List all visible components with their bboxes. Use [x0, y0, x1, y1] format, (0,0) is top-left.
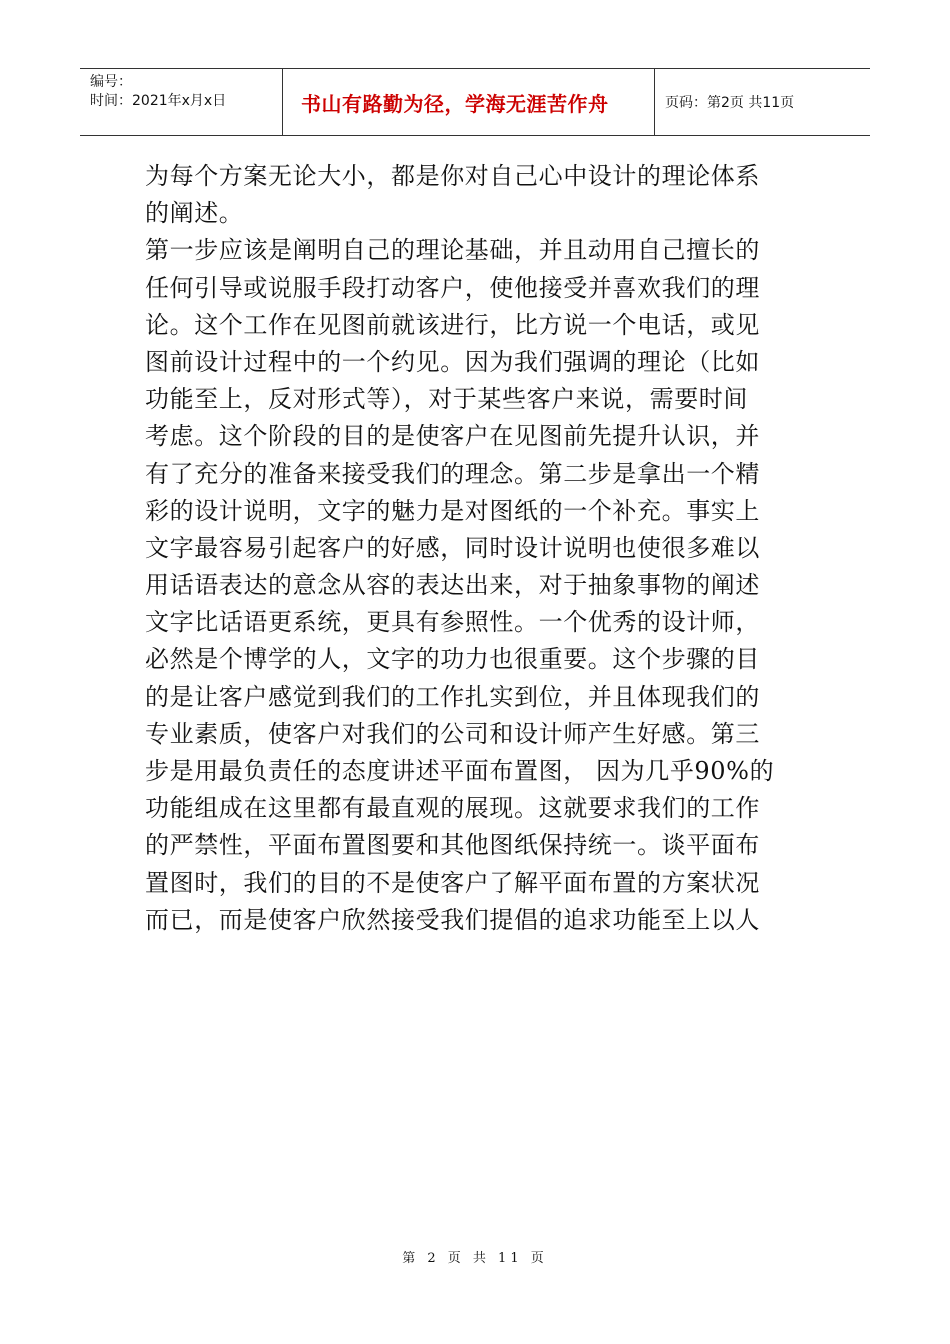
document-body — [145, 158, 795, 939]
body-line: 用话语表达的意念从容的表达出来，对于抽象事物的阐述 — [145, 571, 760, 600]
header-page-cell — [655, 69, 870, 135]
body-line: 的阐述。 — [145, 199, 244, 228]
page-footer: 第 2 页 共 11 页 — [402, 1251, 548, 1266]
body-line: 而已，而是使客户欣然接受我们提倡的追求功能至上以人 — [145, 905, 760, 934]
body-line: 必然是个博学的人，文字的功力也很重要。这个步骤的目 — [145, 645, 760, 674]
header-page-code: 页码：第2页 共11页 — [665, 95, 795, 111]
document-time-label: 时间：2021年x月x日 — [90, 93, 227, 109]
body-line: 置图时，我们的目的不是使客户了解平面布置的方案状况 — [145, 868, 760, 897]
body-line: 的严禁性，平面布置图要和其他图纸保持统一。谈平面布 — [145, 831, 760, 860]
body-line: 文字最容易引起客户的好感，同时设计说明也使很多难以 — [145, 533, 760, 562]
header-meta-cell — [80, 69, 283, 135]
document-number-label: 编号： — [90, 74, 132, 90]
body-line: 彩的设计说明，文字的魅力是对图纸的一个补充。事实上 — [145, 496, 760, 525]
body-line: 考虑。这个阶段的目的是使客户在见图前先提升认识，并 — [145, 422, 760, 451]
body-line: 图前设计过程中的一个约见。因为我们强调的理论（比如 — [145, 347, 760, 376]
body-line: 功能至上，反对形式等），对于某些客户来说，需要时间 — [145, 385, 748, 414]
header-motto: 书山有路勤为径，学海无涯苦作舟 — [301, 91, 609, 116]
body-line: 步是用最负责任的态度讲述平面布置图， 因为几乎90%的 — [145, 757, 775, 785]
body-line: 有了充分的准备来接受我们的理念。第二步是拿出一个精 — [145, 459, 760, 488]
body-line: 论。这个工作在见图前就该进行，比方说一个电话，或见 — [145, 310, 760, 339]
body-line: 为每个方案无论大小，都是你对自己心中设计的理论体系 — [145, 162, 760, 190]
body-line: 文字比话语更系统，更具有参照性。一个优秀的设计师， — [145, 608, 760, 637]
body-line: 任何引导或说服手段打动客户，使他接受并喜欢我们的理 — [145, 273, 760, 302]
body-line: 专业素质，使客户对我们的公司和设计师产生好感。第三 — [145, 719, 760, 748]
header-motto-cell — [283, 69, 655, 135]
body-line: 功能组成在这里都有最直观的展现。这就要求我们的工作 — [145, 794, 760, 823]
body-line: 第一步应该是阐明自己的理论基础，并且动用自己擅长的 — [145, 236, 760, 265]
body-line: 的是让客户感觉到我们的工作扎实到位，并且体现我们的 — [145, 682, 760, 711]
document-header — [80, 68, 870, 136]
